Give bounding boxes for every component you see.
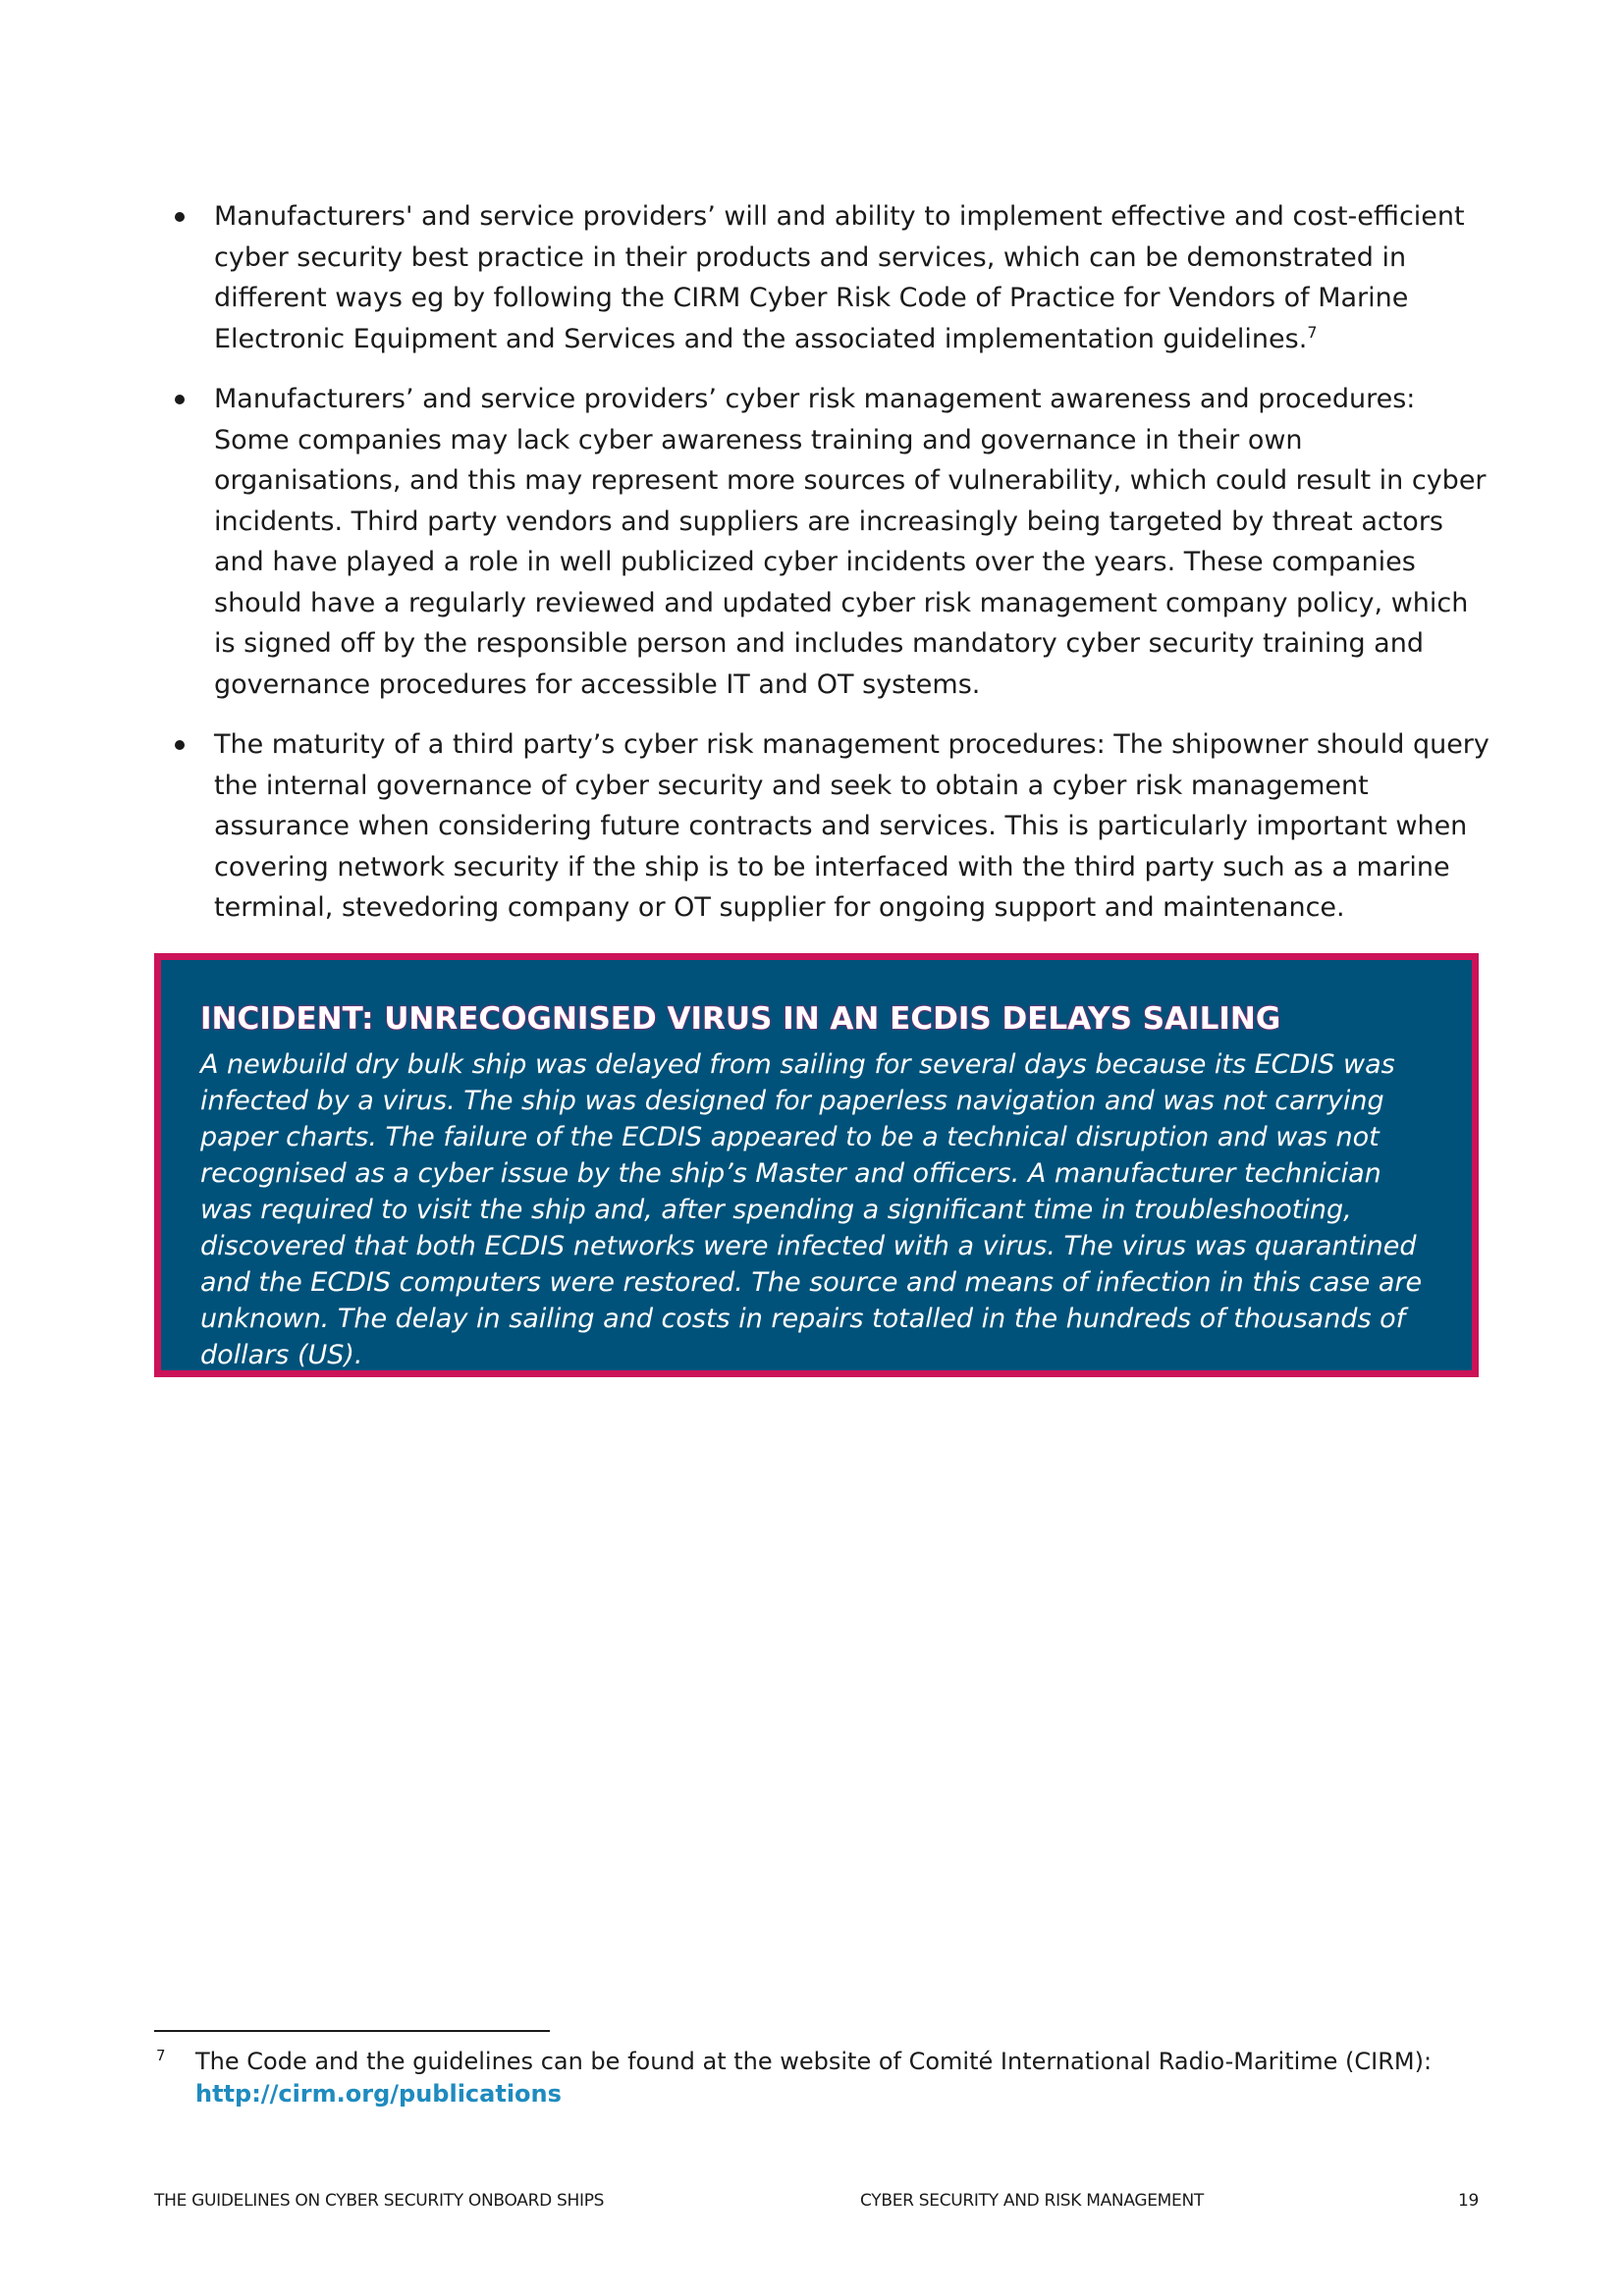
bullet-text: Manufacturers’ and service providers’ cyber risk management awareness and procedures: Some companies may lack cyber awareness training and governance in their own organisations, and this may represent more sources of vulnerability, which could result in cyber incidents. Third party vendors and suppliers are increasingly being targeted by threat actors and have played a role in well publicized cyber incidents over the years. These companies should have a regularly reviewed and updated cyber risk management company policy, which is signed off by the responsible person and includes mandatory cyber security training and governance procedures for accessible IT and OT systems.: [214, 384, 1487, 700]
footnote-text: The Code and the guidelines can be found at the website of Comité International Radio-Maritime (CIRM):: [195, 2048, 1433, 2075]
page-footer: [154, 2191, 1479, 2216]
bullet-icon: [175, 740, 185, 750]
incident-body: A newbuild dry bulk ship was delayed from sailing for several days because its ECDIS was infected by a virus. The ship was designed for paperless navigation and was not carrying paper charts. The failure of the ECDIS appeared to be a technical disruption and was not recognised as a cyber issue by the ship’s Master and officers. A manufacturer technician was required to visit the ship and, after spending a significant time in troubleshooting, discovered that both ECDIS networks were infected with a virus. The virus was quarantined and the ECDIS computers were restored. The source and means of infection in this case are unknown. The delay in sailing and costs in repairs totalled in the hundreds of thousands of dollars (US).: [200, 1049, 1423, 1370]
page-number: 19: [1457, 2191, 1479, 2211]
bullet-icon: [175, 395, 185, 404]
footer-document-title: THE GUIDELINES ON CYBER SECURITY ONBOARD SHIPS: [154, 2191, 605, 2211]
bullet-text: The maturity of a third party’s cyber risk management procedures: The shipowner should query the internal governance of cyber security and seek to obtain a cyber risk management assurance when considering future contracts and services. This is particularly important when covering network security if the ship is to be interfaced with the third party such as a marine terminal, stevedoring company or OT supplier for ongoing support and maintenance.: [214, 729, 1489, 923]
footnote-number: 7: [156, 2047, 166, 2064]
incident-box: [154, 953, 1479, 1377]
bullet-list: [175, 196, 1495, 948]
bullet-text: Manufacturers' and service providers’ will and ability to implement effective and cost-efficient cyber security best practice in their products and services, which can be demonstrated in different ways eg by following the CIRM Cyber Risk Code of Practice for Vendors of Marine Electronic Equipment and Services and the associated implementation guidelines.: [214, 201, 1465, 354]
footnote-ref[interactable]: 7: [1307, 322, 1318, 342]
list-item: [175, 196, 1495, 359]
list-item: [175, 724, 1495, 929]
incident-title: INCIDENT: UNRECOGNISED VIRUS IN AN ECDIS DELAYS SAILING: [200, 1001, 1281, 1037]
footnote: [154, 2046, 1479, 2110]
footnote-divider: [154, 2030, 550, 2032]
bullet-icon: [175, 212, 185, 222]
footnote-link[interactable]: http://cirm.org/publications: [195, 2080, 562, 2108]
footer-section-title: CYBER SECURITY AND RISK MANAGEMENT: [860, 2191, 1204, 2211]
list-item: [175, 379, 1495, 705]
